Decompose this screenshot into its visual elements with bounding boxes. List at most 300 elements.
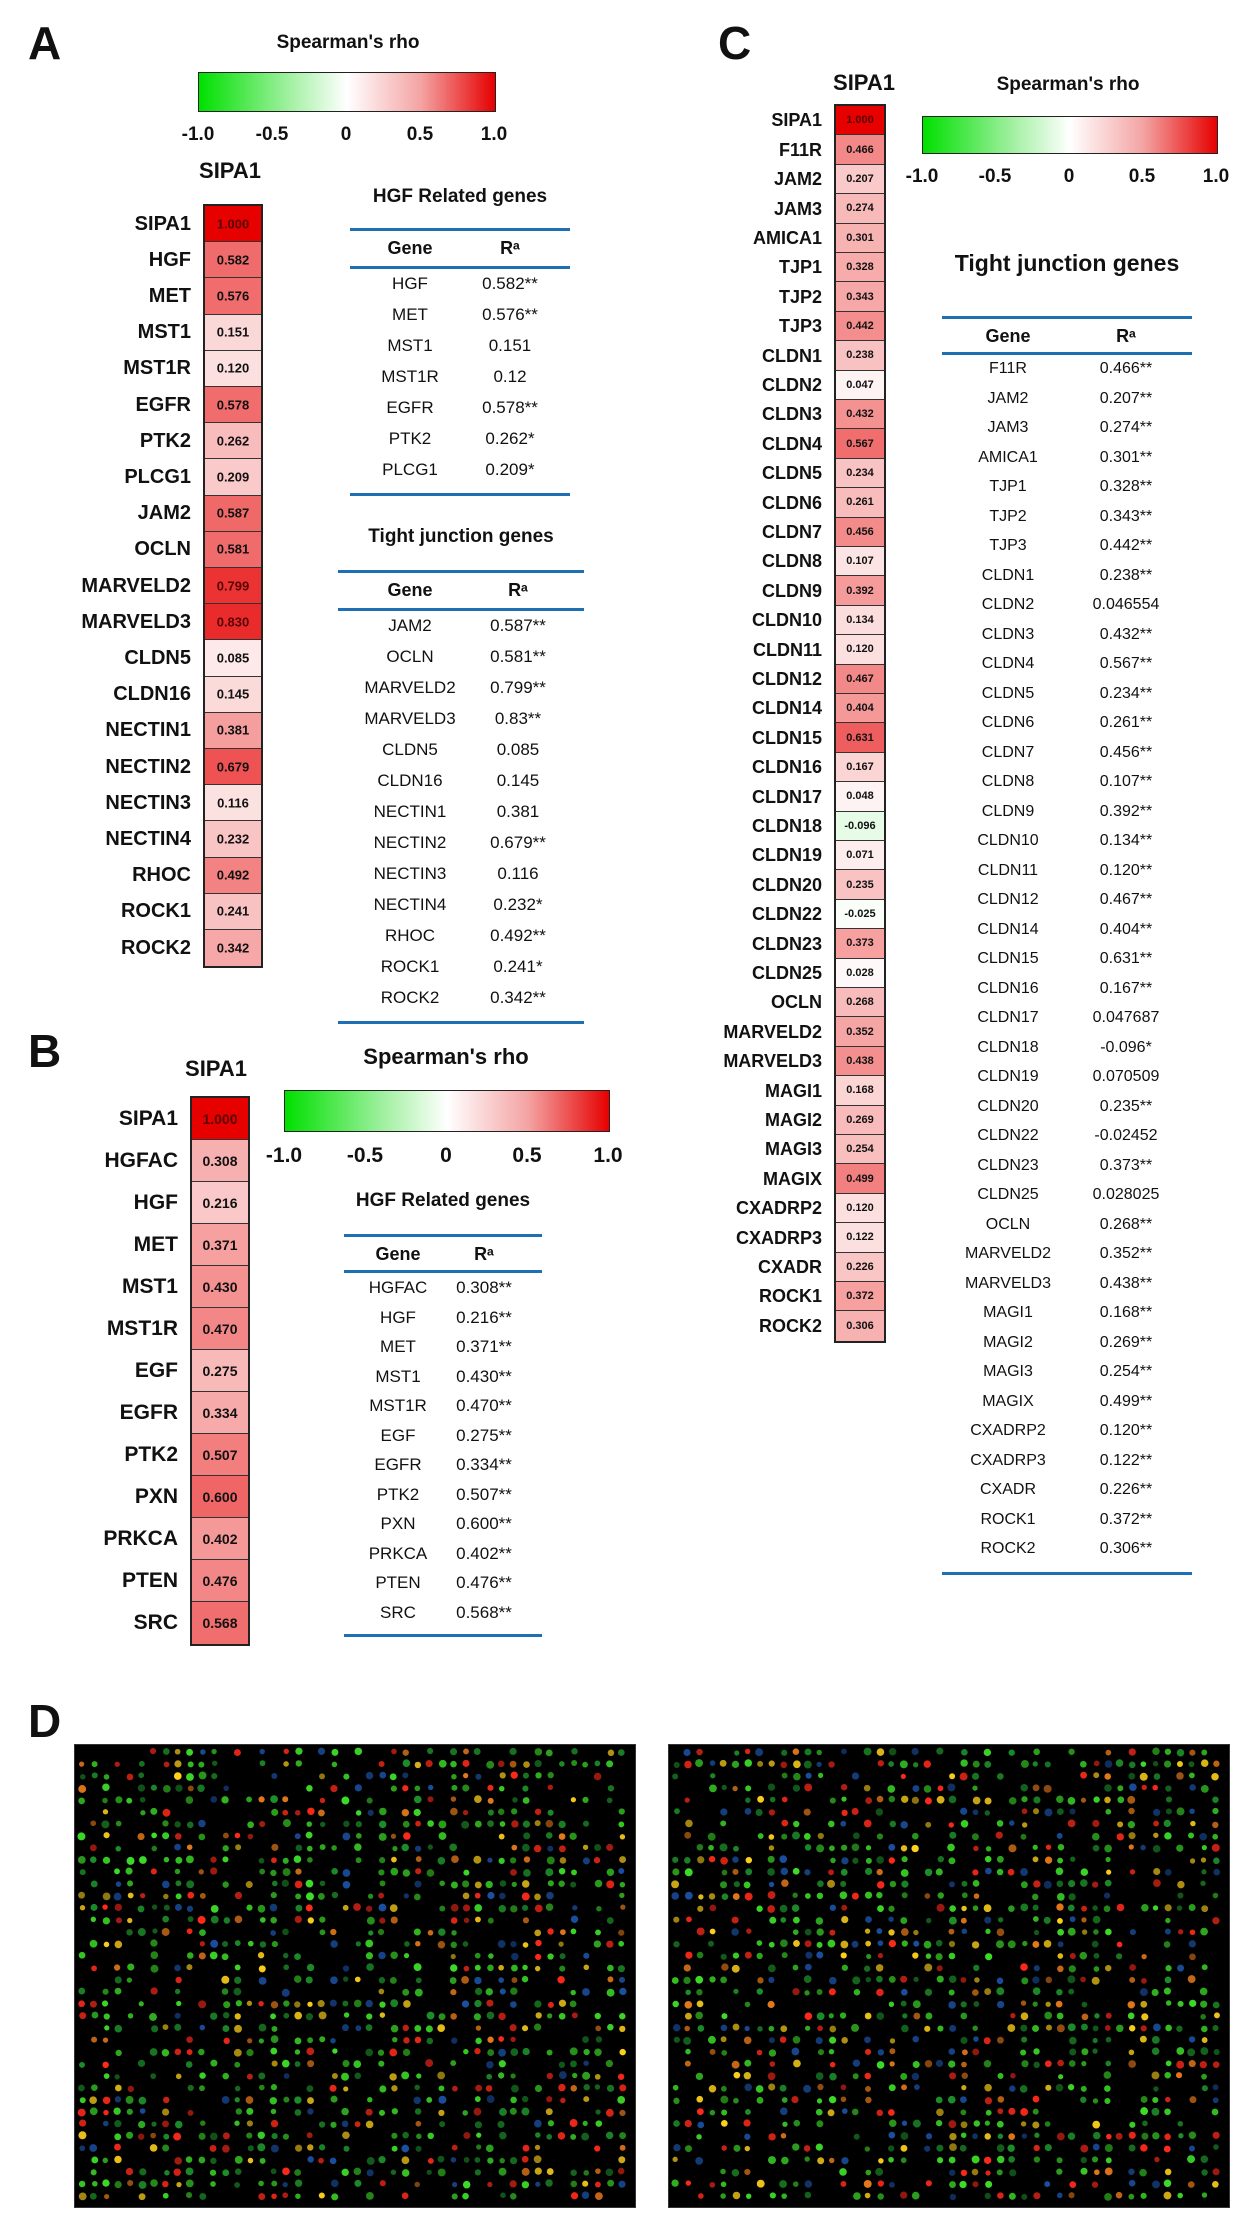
microarray-spot bbox=[342, 2131, 350, 2139]
heatmap-row-label: MST1R bbox=[106, 1316, 178, 1340]
microarray-spot bbox=[672, 2001, 679, 2008]
microarray-spot bbox=[428, 1930, 434, 1936]
microarray-spot bbox=[840, 2012, 846, 2018]
microarray-spot bbox=[817, 1893, 823, 1899]
microarray-spot bbox=[163, 1785, 171, 1793]
microarray-spot bbox=[985, 2170, 990, 2175]
microarray-spot bbox=[997, 1820, 1004, 1827]
microarray-spot bbox=[594, 1857, 600, 1863]
microarray-spot bbox=[89, 2096, 97, 2104]
microarray-spot bbox=[697, 2122, 704, 2129]
table-cell-gene: SRC bbox=[380, 1602, 416, 1622]
microarray-spot bbox=[782, 2122, 787, 2127]
microarray-spot bbox=[139, 2193, 146, 2200]
microarray-spot bbox=[461, 1821, 469, 1829]
heatmap-row-label: AMICA1 bbox=[752, 227, 822, 248]
table-cell-r: 0.168** bbox=[1099, 1304, 1153, 1321]
microarray-spot bbox=[1152, 2180, 1160, 2188]
microarray-spot bbox=[415, 1941, 420, 1946]
table-cell-r: 0.631** bbox=[1099, 950, 1153, 967]
microarray-spot bbox=[961, 2062, 967, 2068]
table-cell-gene: ROCK2 bbox=[980, 1540, 1036, 1557]
microarray-spot bbox=[103, 2110, 108, 2115]
heatmap-cell bbox=[205, 459, 261, 495]
microarray-spot bbox=[259, 1749, 264, 1754]
table-cell-r: 0.392** bbox=[1099, 802, 1153, 820]
microarray-spot bbox=[1045, 2060, 1052, 2067]
heatmap-cell bbox=[205, 315, 261, 351]
heatmap-cell-value: 0.432 bbox=[846, 408, 874, 421]
microarray-spot bbox=[199, 2193, 206, 2200]
microarray-spot bbox=[744, 1759, 752, 1767]
table-cell-r: 0.373** bbox=[1099, 1156, 1153, 1174]
microarray-spot bbox=[732, 1965, 740, 1973]
microarray-spot bbox=[222, 2025, 229, 2032]
microarray-spot bbox=[949, 1941, 955, 1947]
microarray-spot bbox=[620, 1905, 625, 1910]
microarray-spot bbox=[402, 1809, 409, 1816]
microarray-spot bbox=[1081, 2024, 1088, 2031]
microarray-spot bbox=[355, 1748, 363, 1756]
microarray-spot bbox=[115, 1846, 121, 1852]
microarray-spot bbox=[79, 1762, 84, 1767]
microarray-spot bbox=[510, 1941, 516, 1947]
microarray-spot bbox=[889, 2182, 895, 2188]
microarray-spot bbox=[1178, 2121, 1184, 2127]
heatmap-cell-value: 0.442 bbox=[846, 319, 874, 332]
microarray-spot bbox=[222, 2096, 230, 2104]
microarray-spot bbox=[889, 2119, 897, 2127]
microarray-spot bbox=[1105, 1929, 1112, 1936]
microarray-spot bbox=[187, 1952, 194, 1959]
microarray-spot bbox=[474, 2013, 481, 2020]
microarray-spot bbox=[732, 2061, 740, 2069]
microarray-spot bbox=[685, 1820, 693, 1828]
microarray-spot bbox=[162, 2144, 169, 2151]
microarray-spot bbox=[912, 2036, 919, 2043]
microarray-spot bbox=[282, 2060, 290, 2068]
microarray-spot bbox=[583, 1821, 589, 1827]
microarray-spot bbox=[619, 1977, 625, 1983]
heatmap-row-label: EGF bbox=[134, 1358, 178, 1382]
microarray-spot bbox=[499, 1905, 506, 1912]
microarray-spot bbox=[463, 1870, 469, 1876]
microarray-spot bbox=[745, 1808, 752, 1815]
microarray-spot bbox=[332, 1762, 338, 1768]
microarray-spot bbox=[1153, 1868, 1160, 1875]
table-cell-gene: RHOC bbox=[384, 926, 436, 945]
microarray-spot bbox=[510, 2157, 517, 2164]
microarray-spot bbox=[696, 2096, 703, 2103]
microarray-spot bbox=[948, 2060, 955, 2067]
microarray-image-left bbox=[74, 1744, 636, 2208]
heatmap-cell-value: 0.275 bbox=[202, 1362, 238, 1379]
microarray-spot bbox=[936, 1940, 943, 1947]
microarray-spot bbox=[1213, 2061, 1220, 2068]
microarray-spot bbox=[186, 1964, 192, 1970]
microarray-spot bbox=[320, 1881, 326, 1887]
microarray-spot bbox=[805, 2192, 812, 2199]
microarray-spot bbox=[1153, 2086, 1158, 2091]
microarray-spot bbox=[402, 2192, 409, 2199]
microarray-spot bbox=[997, 2156, 1004, 2163]
microarray-spot bbox=[271, 1844, 278, 1851]
microarray-spot bbox=[295, 1833, 301, 1839]
microarray-spot bbox=[522, 2096, 528, 2102]
microarray-spot bbox=[259, 1977, 267, 1985]
microarray-spot bbox=[583, 1953, 589, 1959]
table-top-rule bbox=[344, 1234, 542, 1237]
microarray-spot bbox=[499, 1786, 505, 1792]
microarray-spot bbox=[962, 2049, 968, 2055]
microarray-spot bbox=[272, 2061, 278, 2067]
heatmap-row-label: SIPA1 bbox=[771, 110, 822, 131]
microarray-spot bbox=[222, 1941, 228, 1947]
microarray-spot bbox=[828, 1821, 835, 1828]
microarray-spot bbox=[744, 2060, 751, 2067]
microarray-spot bbox=[876, 2012, 884, 2020]
heatmap-cell bbox=[836, 753, 884, 782]
microarray-spot bbox=[510, 1905, 517, 1912]
microarray-spot bbox=[1033, 1916, 1039, 1922]
heatmap-cell-value: 0.392 bbox=[846, 584, 874, 597]
microarray-spot bbox=[1020, 2049, 1026, 2055]
microarray-spot bbox=[535, 1954, 541, 1960]
microarray-spot bbox=[757, 2180, 765, 2188]
heatmap-cell-value: 0.631 bbox=[846, 731, 874, 744]
microarray-spot bbox=[769, 1882, 774, 1887]
microarray-spot bbox=[258, 2073, 265, 2080]
microarray-spot bbox=[781, 1750, 787, 1756]
microarray-spot bbox=[841, 2096, 847, 2102]
microarray-spot bbox=[866, 1845, 871, 1850]
microarray-spot bbox=[500, 1772, 506, 1778]
microarray-spot bbox=[584, 1965, 590, 1971]
microarray-spot bbox=[91, 1904, 98, 1911]
colorbar-gradient bbox=[198, 72, 496, 112]
microarray-spot bbox=[176, 1893, 182, 1899]
microarray-spot bbox=[959, 2181, 966, 2188]
microarray-spot bbox=[620, 1834, 625, 1839]
microarray-spot bbox=[902, 1940, 908, 1946]
microarray-spot bbox=[841, 2037, 848, 2044]
microarray-spot bbox=[1033, 1761, 1038, 1766]
microarray-spot bbox=[769, 1760, 775, 1766]
table-cell-r: 0.151 bbox=[488, 336, 532, 355]
microarray-spot bbox=[210, 1940, 218, 1948]
microarray-spot bbox=[475, 1953, 481, 1959]
table-cell-gene: PTK2 bbox=[388, 429, 432, 448]
microarray-spot bbox=[463, 1904, 470, 1911]
microarray-spot bbox=[721, 1963, 728, 1970]
heatmap-cell-value: 0.207 bbox=[846, 172, 874, 185]
colorbar-title: Spearman's rho bbox=[996, 74, 1140, 95]
microarray-spot bbox=[709, 2182, 715, 2188]
microarray-spot bbox=[210, 2181, 216, 2187]
microarray-spot bbox=[996, 1987, 1004, 1995]
microarray-spot bbox=[828, 1869, 834, 1875]
microarray-spot bbox=[306, 1892, 314, 1900]
heatmap-row-label: CLDN17 bbox=[751, 786, 822, 807]
heatmap-row-label: CLDN7 bbox=[761, 521, 822, 542]
microarray-spot bbox=[438, 2096, 446, 2104]
table-cell-r: 0.122** bbox=[1099, 1451, 1153, 1469]
microarray-spot bbox=[103, 1832, 109, 1838]
microarray-spot bbox=[961, 1749, 968, 1756]
microarray-spot bbox=[378, 1893, 384, 1899]
microarray-spot bbox=[733, 2145, 740, 2152]
microarray-spot bbox=[138, 1928, 146, 1936]
microarray-spot bbox=[780, 1917, 786, 1923]
microarray-spot bbox=[830, 1905, 836, 1911]
microarray-spot bbox=[890, 1881, 896, 1887]
table-cell-r: 0.334** bbox=[456, 1455, 512, 1474]
microarray-spot bbox=[188, 1761, 194, 1767]
microarray-spot bbox=[829, 2049, 834, 2054]
microarray-spot bbox=[595, 2182, 601, 2188]
microarray-spot bbox=[853, 1832, 860, 1839]
heatmap-row-label: F11R bbox=[778, 139, 822, 160]
microarray-spot bbox=[583, 2096, 589, 2102]
microarray-spot bbox=[985, 2097, 992, 2104]
microarray-spot bbox=[792, 2048, 800, 2056]
microarray-spot bbox=[392, 1846, 397, 1851]
microarray-spot bbox=[781, 2157, 789, 2165]
microarray-spot bbox=[1068, 1904, 1075, 1911]
microarray-spot bbox=[960, 2109, 966, 2115]
microarray-spot bbox=[913, 1941, 919, 1947]
microarray-spot bbox=[924, 1760, 932, 1768]
microarray-spot bbox=[683, 1977, 690, 1984]
microarray-spot bbox=[1164, 2134, 1171, 2141]
table-cell-gene: MET bbox=[392, 305, 428, 324]
microarray-spot bbox=[186, 2061, 193, 2068]
microarray-spot bbox=[732, 2169, 739, 2176]
microarray-spot bbox=[757, 2097, 764, 2104]
microarray-spots-left bbox=[75, 1745, 635, 2207]
microarray-spot bbox=[1092, 1977, 1100, 1985]
microarray-spot bbox=[92, 1772, 98, 1778]
microarray-spots-right bbox=[669, 1745, 1229, 2207]
microarray-spot bbox=[960, 1773, 968, 1781]
microarray-spot bbox=[697, 1906, 703, 1912]
microarray-spot bbox=[926, 1953, 932, 1959]
heatmap-cell-value: 0.587 bbox=[216, 505, 250, 521]
table-cell-r: 0.167** bbox=[1099, 979, 1153, 997]
microarray-spot bbox=[817, 1942, 823, 1948]
microarray-spot bbox=[901, 1796, 908, 1803]
microarray-spot bbox=[997, 2001, 1004, 2008]
microarray-spot bbox=[888, 2157, 894, 2163]
table-cell-gene: MARVELD2 bbox=[364, 678, 456, 697]
microarray-spot bbox=[685, 1868, 693, 1876]
heatmap-cell-value: 0.456 bbox=[846, 525, 874, 538]
microarray-spot bbox=[247, 1821, 254, 1828]
microarray-spot bbox=[674, 1762, 680, 1768]
microarray-spot bbox=[559, 2071, 567, 2079]
microarray-spot bbox=[439, 1760, 447, 1768]
microarray-spot bbox=[139, 1856, 147, 1864]
microarray-spot bbox=[1213, 2144, 1219, 2150]
microarray-spot bbox=[876, 1892, 882, 1898]
microarray-spot bbox=[379, 1761, 385, 1767]
microarray-spot bbox=[224, 2038, 230, 2044]
microarray-spot bbox=[173, 2133, 181, 2141]
microarray-spot bbox=[720, 1760, 727, 1767]
microarray-spot bbox=[475, 1881, 482, 1888]
table-cell-r: 0.352** bbox=[1099, 1245, 1153, 1262]
microarray-spot bbox=[509, 1748, 516, 1755]
microarray-spot bbox=[744, 2036, 752, 2044]
microarray-spot bbox=[936, 1748, 943, 1755]
microarray-spot bbox=[368, 1810, 374, 1816]
microarray-spot bbox=[139, 2168, 146, 2175]
microarray-spot bbox=[887, 1785, 895, 1793]
microarray-spot bbox=[852, 1772, 859, 1779]
microarray-spot bbox=[582, 1762, 588, 1768]
table-top-rule bbox=[942, 316, 1192, 319]
microarray-spot bbox=[571, 1760, 577, 1766]
microarray-spot bbox=[1080, 2168, 1087, 2175]
microarray-spot bbox=[128, 1893, 134, 1899]
microarray-spot bbox=[115, 2096, 121, 2102]
microarray-spot bbox=[510, 1869, 517, 1876]
microarray-spot bbox=[744, 2134, 750, 2140]
microarray-spot bbox=[366, 2192, 374, 2200]
microarray-spot bbox=[865, 1916, 872, 1923]
heatmap-cell-value: 0.438 bbox=[846, 1054, 874, 1067]
microarray-spot bbox=[1117, 1796, 1124, 1803]
heatmap-cell bbox=[836, 900, 884, 929]
microarray-spot bbox=[138, 1784, 145, 1791]
microarray-spot bbox=[1092, 2048, 1097, 2053]
microarray-spot bbox=[1177, 1965, 1184, 1972]
microarray-spot bbox=[390, 1773, 397, 1780]
microarray-spot bbox=[248, 2158, 254, 2164]
heatmap-cell-value: 0.467 bbox=[846, 672, 874, 685]
microarray-spot bbox=[937, 1976, 944, 1983]
microarray-spot bbox=[756, 1953, 762, 1959]
microarray-spot bbox=[804, 1833, 811, 1840]
microarray-spot bbox=[510, 2001, 517, 2008]
microarray-spot bbox=[1178, 2001, 1184, 2007]
microarray-spot bbox=[1058, 1844, 1065, 1851]
heatmap-row-label: CLDN3 bbox=[761, 404, 822, 425]
microarray-spot bbox=[1177, 2193, 1183, 2199]
colorbar-tick: 0 bbox=[340, 124, 352, 145]
microarray-spot bbox=[415, 1785, 421, 1791]
microarray-spot bbox=[1142, 1785, 1147, 1790]
microarray-spot bbox=[1212, 1834, 1218, 1840]
table-cell-gene: MAGI3 bbox=[983, 1363, 1033, 1380]
microarray-spot bbox=[720, 1881, 727, 1888]
colorbar-title: Spearman's rho bbox=[276, 32, 420, 53]
microarray-spot bbox=[570, 2047, 578, 2055]
microarray-spot bbox=[116, 1917, 122, 1923]
microarray-spot bbox=[162, 1928, 170, 1936]
microarray-spot bbox=[1178, 2133, 1183, 2138]
microarray-spot bbox=[793, 2036, 801, 2044]
microarray-spot bbox=[319, 2121, 325, 2127]
microarray-spot bbox=[198, 1916, 206, 1924]
microarray-spot bbox=[997, 1869, 1003, 1875]
colorbar-tick: 0.5 bbox=[512, 1144, 542, 1167]
heatmap-row-label: MST1R bbox=[123, 357, 191, 380]
microarray-spot bbox=[91, 1965, 97, 1971]
microarray-spot bbox=[1152, 1748, 1159, 1755]
microarray-spot bbox=[997, 1773, 1004, 1780]
microarray-spot bbox=[1082, 1929, 1087, 1934]
microarray-spot bbox=[235, 2168, 241, 2174]
microarray-spot bbox=[853, 2059, 860, 2066]
microarray-spot bbox=[450, 1977, 457, 1984]
heatmap-cell-value: 0.151 bbox=[216, 324, 250, 340]
microarray-spot bbox=[1200, 2014, 1206, 2020]
microarray-spot bbox=[415, 2108, 421, 2114]
heatmap-cell bbox=[836, 165, 884, 194]
microarray-spot bbox=[902, 1892, 908, 1898]
microarray-spot bbox=[331, 2179, 339, 2187]
microarray-spot bbox=[163, 1809, 171, 1817]
microarray-spot bbox=[1068, 1797, 1076, 1805]
microarray-spot bbox=[997, 2037, 1004, 2044]
heatmap-cell-value: 0.430 bbox=[202, 1278, 238, 1295]
microarray-spot bbox=[912, 2192, 920, 2200]
microarray-spot bbox=[768, 1977, 774, 1983]
table-cell-gene: ROCK1 bbox=[380, 957, 440, 976]
heatmap-cell bbox=[205, 351, 261, 387]
microarray-spot bbox=[818, 1833, 824, 1839]
microarray-spot bbox=[211, 1905, 219, 1913]
microarray-spot bbox=[618, 1965, 625, 1972]
microarray-spot bbox=[330, 1976, 338, 1984]
microarray-spot bbox=[282, 1929, 289, 1936]
microarray-spot bbox=[1033, 1796, 1040, 1803]
microarray-spot bbox=[115, 1762, 120, 1767]
microarray-spot bbox=[1129, 1964, 1136, 1971]
heatmap-row-label: CLDN16 bbox=[751, 757, 822, 778]
microarray-spot bbox=[617, 2096, 625, 2104]
microarray-spot bbox=[780, 1905, 788, 1913]
microarray-spot bbox=[595, 2192, 603, 2200]
microarray-spot bbox=[1093, 2025, 1099, 2031]
microarray-spot bbox=[1200, 2047, 1208, 2055]
table-cell-gene: NECTIN3 bbox=[373, 864, 447, 883]
microarray-spot bbox=[282, 1880, 289, 1887]
microarray-spot bbox=[582, 1797, 588, 1803]
heatmap-row-label: HGF bbox=[148, 248, 191, 271]
microarray-spot bbox=[487, 1820, 494, 1827]
microarray-spot bbox=[721, 2182, 727, 2188]
microarray-spot bbox=[1081, 2048, 1088, 2055]
microarray-spot bbox=[1104, 2098, 1110, 2104]
microarray-spot bbox=[126, 1798, 132, 1804]
microarray-spot bbox=[140, 1893, 145, 1898]
microarray-spot bbox=[498, 1761, 505, 1768]
microarray-spot bbox=[164, 1857, 169, 1862]
microarray-spot bbox=[523, 1821, 530, 1828]
microarray-spot bbox=[499, 1858, 505, 1864]
microarray-spot bbox=[1129, 2050, 1135, 2056]
microarray-spot bbox=[1094, 1761, 1100, 1767]
table-cell-gene: CLDN8 bbox=[981, 773, 1035, 790]
microarray-spot bbox=[259, 2038, 264, 2043]
microarray-spot bbox=[732, 1761, 739, 1768]
microarray-spot bbox=[697, 1856, 704, 1863]
microarray-spot bbox=[1165, 1929, 1171, 1935]
microarray-spot bbox=[1093, 1916, 1101, 1924]
microarray-spot bbox=[355, 1784, 362, 1791]
